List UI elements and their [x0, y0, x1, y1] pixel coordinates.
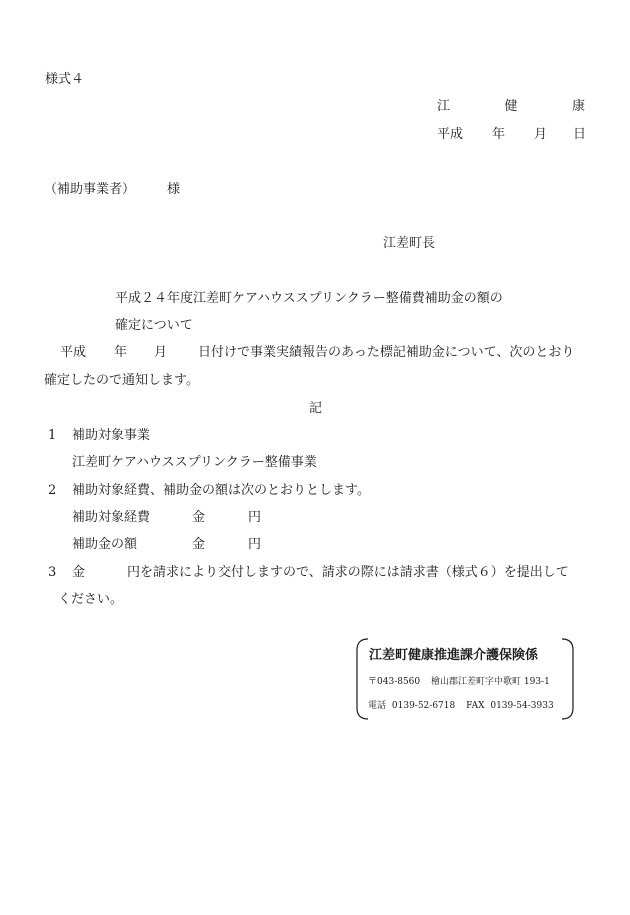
fax-label: FAX — [466, 701, 485, 711]
issuer: 江差町長 — [383, 236, 436, 251]
ki-heading: 記 — [309, 401, 323, 416]
item-3-text: 円を請求により交付しますので、請求の際には請求書（様式６）を提出して — [127, 565, 569, 580]
doc-number-char-1: 江 — [437, 99, 451, 114]
subsidy-yen: 円 — [248, 537, 262, 552]
recipient-name: （補助事業者） — [44, 182, 136, 197]
item-1-detail: 江差町ケアハウススプリンクラー整備事業 — [72, 455, 317, 470]
item-1-title: 補助対象事業 — [72, 428, 151, 443]
body-text: 日付けで事業実績報告のあった標記補助金について、次のとおり — [198, 345, 575, 360]
expense-yen: 円 — [248, 510, 262, 525]
contact-address-line — [368, 678, 550, 687]
date-year: 年 — [492, 127, 506, 142]
form-number: 様式４ — [45, 72, 85, 87]
body-era: 平成 — [60, 345, 87, 360]
date-era: 平成 — [437, 127, 464, 142]
doc-number-char-3: 康 — [571, 99, 585, 114]
tel-number: 0139-52-6718 — [391, 701, 456, 711]
contact-box — [356, 638, 574, 720]
body-year: 年 — [114, 345, 128, 360]
item-2-number: 2 — [48, 483, 57, 498]
recipient — [44, 183, 194, 197]
doc-number-char-2: 健 — [504, 99, 518, 114]
expense-kin: 金 — [192, 510, 206, 525]
fax-number: 0139-54-3933 — [490, 701, 554, 711]
issue-date — [437, 128, 587, 142]
postal-code: 043-8560 — [377, 677, 421, 687]
body-line-2: 確定したので通知します。 — [44, 373, 199, 388]
date-month: 月 — [534, 127, 548, 142]
expense-label: 補助対象経費 — [72, 510, 151, 525]
subject-line-1: 平成２４年度江差町ケアハウススプリンクラー整備費補助金の額の — [115, 291, 503, 306]
postal-mark: 〒 — [368, 677, 378, 687]
tel-label: 電話 — [368, 701, 387, 711]
item-3-number: 3 — [48, 565, 57, 580]
body-month: 月 — [154, 345, 168, 360]
recipient-honorific: 様 — [167, 182, 181, 197]
body-line-1 — [60, 346, 590, 360]
subject-line-2: 確定について — [115, 318, 193, 333]
contact-department: 江差町健康推進課介護保険係 — [369, 648, 539, 663]
subsidy-label: 補助金の額 — [72, 537, 138, 552]
contact-phone-line — [368, 702, 554, 711]
date-day: 日 — [573, 127, 587, 142]
item-2-title: 補助対象経費、補助金の額は次のとおりとします。 — [72, 483, 370, 498]
subsidy-kin: 金 — [192, 537, 206, 552]
document-number — [437, 100, 585, 113]
item-3-line-2: ください。 — [58, 592, 124, 607]
item-1-number: 1 — [48, 428, 57, 443]
address: 檜山郡江差町字中歌町 193-1 — [431, 677, 550, 687]
item-3-kin: 金 — [72, 565, 86, 580]
